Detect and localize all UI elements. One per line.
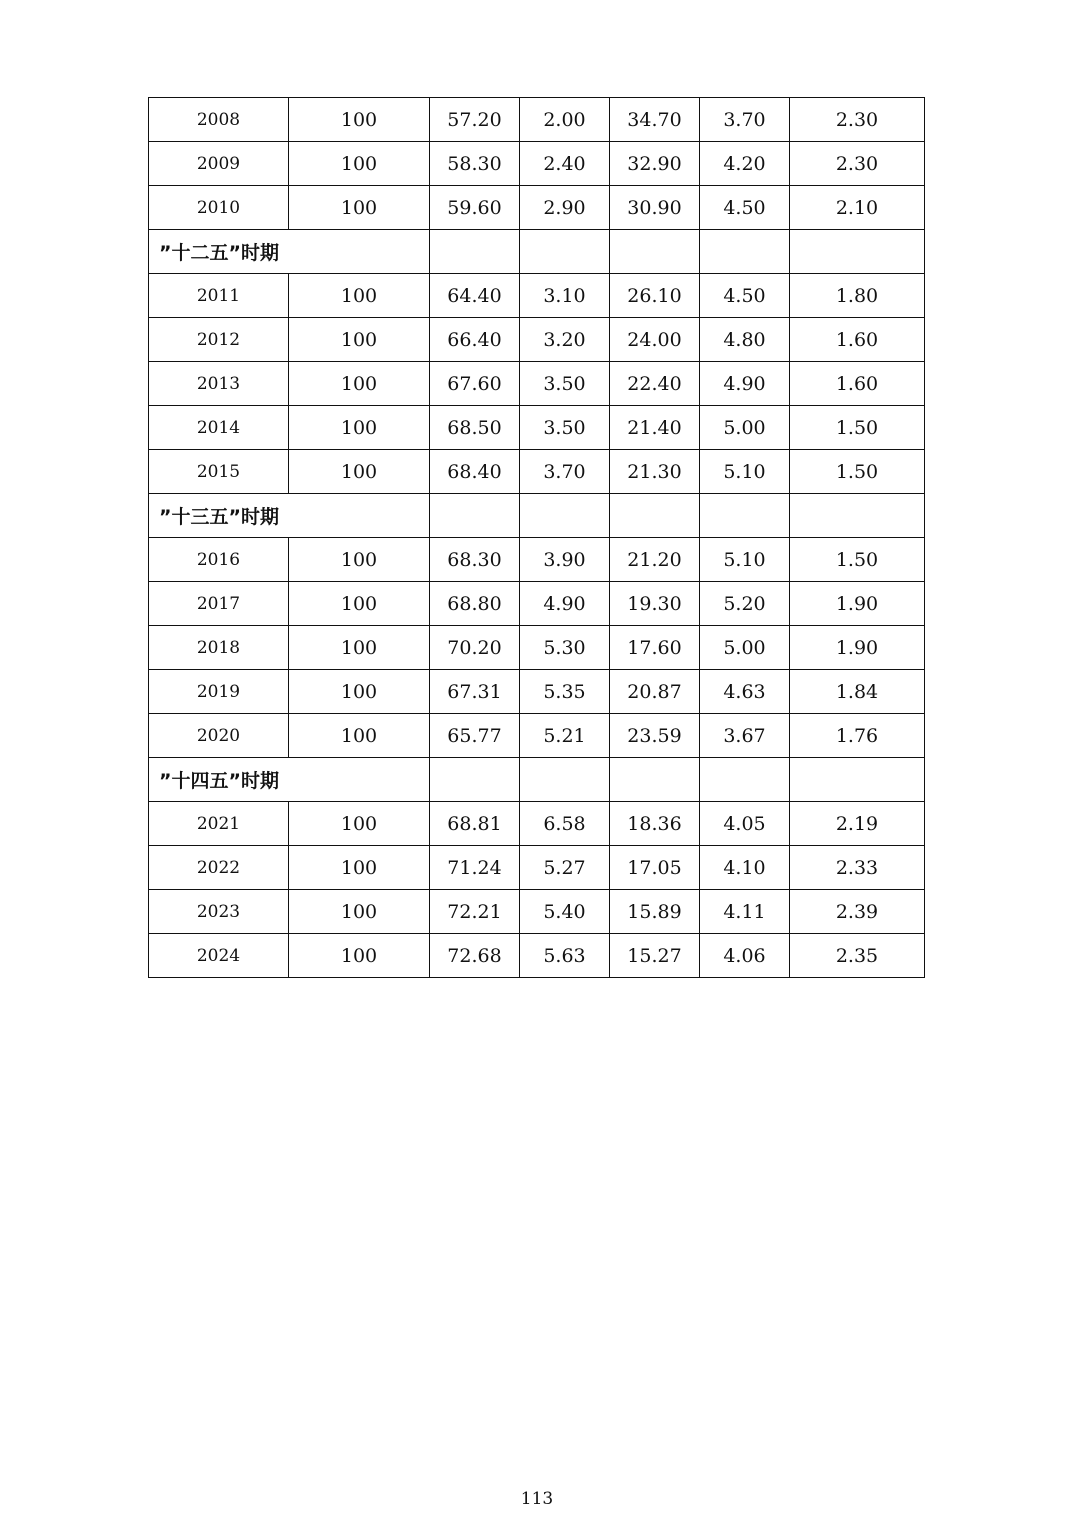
value-cell: 3.10 [520, 274, 610, 318]
value-cell: 1.50 [790, 450, 925, 494]
value-cell: 58.30 [430, 142, 520, 186]
empty-cell [430, 230, 520, 274]
value-cell: 1.76 [790, 714, 925, 758]
empty-cell [610, 758, 700, 802]
value-cell: 1.60 [790, 362, 925, 406]
value-cell: 4.50 [700, 186, 790, 230]
value-cell: 34.70 [610, 98, 700, 142]
period-header-row [149, 230, 925, 274]
value-cell: 4.05 [700, 802, 790, 846]
value-cell: 5.35 [520, 670, 610, 714]
value-cell: 4.10 [700, 846, 790, 890]
value-cell: 1.50 [790, 538, 925, 582]
value-cell: 100 [289, 98, 430, 142]
year-cell: 2019 [149, 670, 289, 714]
period-label: ”十三五”时期 [149, 494, 430, 538]
value-cell: 21.30 [610, 450, 700, 494]
table-row [149, 846, 925, 890]
value-cell: 5.63 [520, 934, 610, 978]
value-cell: 32.90 [610, 142, 700, 186]
value-cell: 4.06 [700, 934, 790, 978]
value-cell: 1.90 [790, 626, 925, 670]
value-cell: 57.20 [430, 98, 520, 142]
year-cell: 2014 [149, 406, 289, 450]
value-cell: 22.40 [610, 362, 700, 406]
value-cell: 100 [289, 626, 430, 670]
value-cell: 4.80 [700, 318, 790, 362]
table-row [149, 538, 925, 582]
value-cell: 68.30 [430, 538, 520, 582]
year-cell: 2008 [149, 98, 289, 142]
year-cell: 2022 [149, 846, 289, 890]
value-cell: 30.90 [610, 186, 700, 230]
value-cell: 19.30 [610, 582, 700, 626]
value-cell: 67.60 [430, 362, 520, 406]
data-table [148, 97, 925, 978]
value-cell: 24.00 [610, 318, 700, 362]
table-body [149, 98, 925, 978]
empty-cell [700, 494, 790, 538]
value-cell: 3.50 [520, 406, 610, 450]
year-cell: 2013 [149, 362, 289, 406]
year-cell: 2010 [149, 186, 289, 230]
period-header-row [149, 758, 925, 802]
value-cell: 26.10 [610, 274, 700, 318]
value-cell: 100 [289, 582, 430, 626]
value-cell: 67.31 [430, 670, 520, 714]
empty-cell [520, 230, 610, 274]
value-cell: 2.39 [790, 890, 925, 934]
value-cell: 100 [289, 714, 430, 758]
value-cell: 5.27 [520, 846, 610, 890]
table-row [149, 98, 925, 142]
table-row [149, 626, 925, 670]
table-row [149, 318, 925, 362]
value-cell: 68.81 [430, 802, 520, 846]
value-cell: 4.63 [700, 670, 790, 714]
year-cell: 2023 [149, 890, 289, 934]
year-cell: 2021 [149, 802, 289, 846]
period-label: ”十二五”时期 [149, 230, 430, 274]
empty-cell [520, 758, 610, 802]
value-cell: 4.50 [700, 274, 790, 318]
value-cell: 2.35 [790, 934, 925, 978]
value-cell: 100 [289, 406, 430, 450]
value-cell: 100 [289, 362, 430, 406]
value-cell: 100 [289, 670, 430, 714]
value-cell: 100 [289, 142, 430, 186]
value-cell: 100 [289, 538, 430, 582]
page-number: 113 [520, 1489, 554, 1509]
period-label: ”十四五”时期 [149, 758, 430, 802]
table-row [149, 450, 925, 494]
value-cell: 68.80 [430, 582, 520, 626]
value-cell: 2.19 [790, 802, 925, 846]
value-cell: 1.60 [790, 318, 925, 362]
value-cell: 5.30 [520, 626, 610, 670]
empty-cell [700, 230, 790, 274]
value-cell: 4.20 [700, 142, 790, 186]
value-cell: 4.90 [700, 362, 790, 406]
value-cell: 3.67 [700, 714, 790, 758]
year-cell: 2024 [149, 934, 289, 978]
value-cell: 71.24 [430, 846, 520, 890]
value-cell: 3.70 [700, 98, 790, 142]
value-cell: 100 [289, 802, 430, 846]
value-cell: 5.40 [520, 890, 610, 934]
value-cell: 1.84 [790, 670, 925, 714]
value-cell: 21.20 [610, 538, 700, 582]
empty-cell [610, 494, 700, 538]
value-cell: 72.68 [430, 934, 520, 978]
value-cell: 100 [289, 890, 430, 934]
year-cell: 2018 [149, 626, 289, 670]
table-row [149, 186, 925, 230]
value-cell: 23.59 [610, 714, 700, 758]
value-cell: 3.20 [520, 318, 610, 362]
period-header-row [149, 494, 925, 538]
value-cell: 100 [289, 934, 430, 978]
table-row [149, 670, 925, 714]
value-cell: 2.10 [790, 186, 925, 230]
value-cell: 64.40 [430, 274, 520, 318]
year-cell: 2016 [149, 538, 289, 582]
year-cell: 2017 [149, 582, 289, 626]
value-cell: 2.00 [520, 98, 610, 142]
table-row [149, 406, 925, 450]
table-row [149, 802, 925, 846]
value-cell: 68.50 [430, 406, 520, 450]
empty-cell [610, 230, 700, 274]
table-row [149, 274, 925, 318]
empty-cell [430, 494, 520, 538]
table-row [149, 714, 925, 758]
value-cell: 2.90 [520, 186, 610, 230]
value-cell: 20.87 [610, 670, 700, 714]
year-cell: 2015 [149, 450, 289, 494]
value-cell: 3.70 [520, 450, 610, 494]
value-cell: 100 [289, 846, 430, 890]
value-cell: 5.20 [700, 582, 790, 626]
value-cell: 4.90 [520, 582, 610, 626]
value-cell: 1.90 [790, 582, 925, 626]
value-cell: 100 [289, 318, 430, 362]
value-cell: 1.50 [790, 406, 925, 450]
empty-cell [520, 494, 610, 538]
year-cell: 2020 [149, 714, 289, 758]
value-cell: 100 [289, 186, 430, 230]
value-cell: 59.60 [430, 186, 520, 230]
table-row [149, 142, 925, 186]
value-cell: 65.77 [430, 714, 520, 758]
year-cell: 2009 [149, 142, 289, 186]
value-cell: 4.11 [700, 890, 790, 934]
value-cell: 2.30 [790, 142, 925, 186]
empty-cell [790, 758, 925, 802]
empty-cell [430, 758, 520, 802]
table-row [149, 582, 925, 626]
table-row [149, 890, 925, 934]
value-cell: 5.10 [700, 450, 790, 494]
value-cell: 72.21 [430, 890, 520, 934]
year-cell: 2011 [149, 274, 289, 318]
empty-cell [700, 758, 790, 802]
value-cell: 2.40 [520, 142, 610, 186]
value-cell: 21.40 [610, 406, 700, 450]
value-cell: 3.90 [520, 538, 610, 582]
value-cell: 5.00 [700, 626, 790, 670]
empty-cell [790, 230, 925, 274]
year-cell: 2012 [149, 318, 289, 362]
value-cell: 5.21 [520, 714, 610, 758]
value-cell: 2.33 [790, 846, 925, 890]
value-cell: 1.80 [790, 274, 925, 318]
empty-cell [790, 494, 925, 538]
value-cell: 100 [289, 450, 430, 494]
value-cell: 68.40 [430, 450, 520, 494]
value-cell: 3.50 [520, 362, 610, 406]
value-cell: 17.05 [610, 846, 700, 890]
value-cell: 66.40 [430, 318, 520, 362]
value-cell: 18.36 [610, 802, 700, 846]
value-cell: 5.10 [700, 538, 790, 582]
value-cell: 100 [289, 274, 430, 318]
value-cell: 15.27 [610, 934, 700, 978]
value-cell: 2.30 [790, 98, 925, 142]
table-row [149, 362, 925, 406]
value-cell: 5.00 [700, 406, 790, 450]
value-cell: 70.20 [430, 626, 520, 670]
value-cell: 17.60 [610, 626, 700, 670]
value-cell: 15.89 [610, 890, 700, 934]
value-cell: 6.58 [520, 802, 610, 846]
table-row [149, 934, 925, 978]
